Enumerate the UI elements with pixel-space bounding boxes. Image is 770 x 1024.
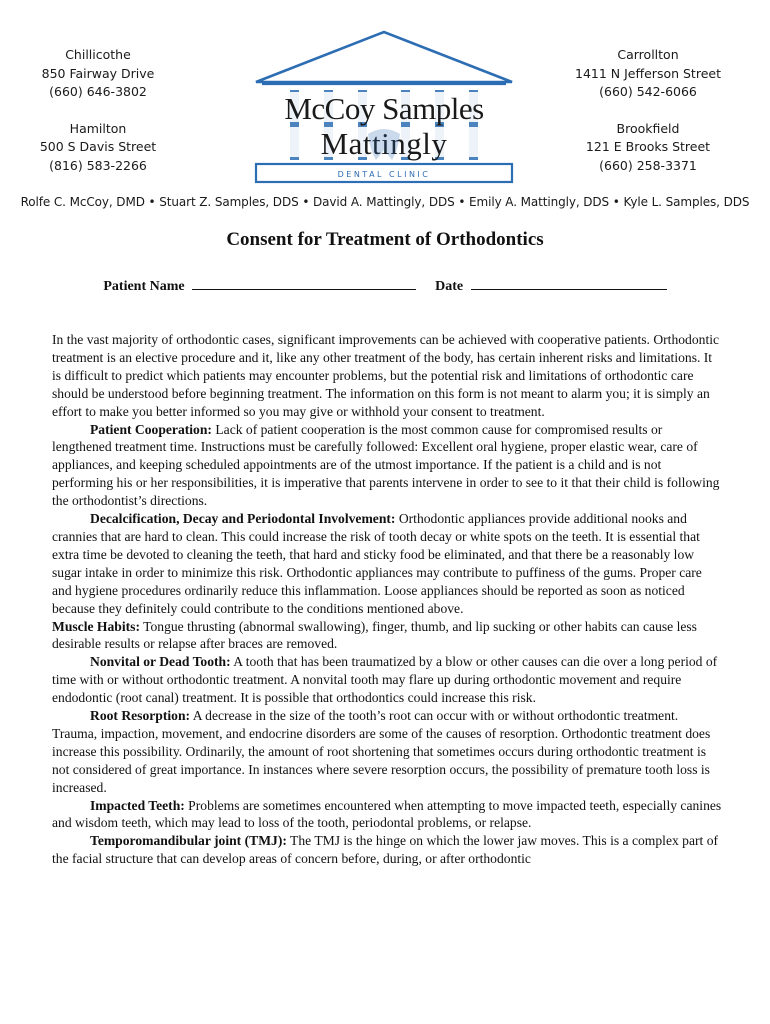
- section-nonvital-tooth: [52, 653, 724, 707]
- office-chillicothe: [0, 46, 198, 102]
- office-phone: (816) 583-2266: [49, 157, 147, 173]
- section-text: A decrease in the size of the tooth’s root can occur with or without orthodontic treatment. Trauma, impaction, movement, and endocrine disorders are some of the causes of resorption. Orthodontic treatment does increase this possibility. Ordinarily, the amount of root shortening that sometimes occurs during orthodontic treatment is not considered of great importance. In instances where severe resorption occurs, the possibility of premature tooth loss is increased.: [52, 708, 711, 795]
- section-decalcification: [52, 510, 724, 617]
- form-title: Consent for Treatment of Orthodontics: [226, 229, 544, 250]
- office-brookfield: [548, 120, 748, 176]
- patient-name-field[interactable]: [192, 275, 416, 290]
- section-patient-cooperation: [52, 421, 724, 511]
- patient-name-label: Patient Name: [103, 279, 185, 294]
- office-street: 1411 N Jefferson Street: [575, 65, 721, 81]
- section-text: Problems are sometimes encountered when attempting to move impacted teeth, especially canines and wisdom teeth, which may lead to loss of the tooth, periodontal problems, or relapse.: [52, 797, 722, 831]
- section-text: Lack of patient cooperation is the most common cause for compromised results or lengthened treatment time. Instructions must be carefully followed: Excellent oral hygiene, proper elastic wear, care of appliances, and keeping scheduled appointments are of the utmost importance. If the patient is a child and is not performing his or her responsibilities, it is imperative that parents intervene in order to see to it that their child is following the orthodontist’s directions.: [52, 421, 720, 509]
- section-heading: Root Resorption:: [90, 708, 191, 724]
- section-heading: Impacted Teeth:: [90, 797, 185, 813]
- office-hamilton: [0, 120, 198, 176]
- consent-body: [52, 331, 724, 868]
- section-text: Orthodontic appliances provide additional nooks and crannies that are hard to clean. This could increase the risk of tooth decay or white spots on the teeth. It is essential that extra time be devoted to cleaning the teeth, that hard and sticky food be eliminated, and that there be a reasonably low sugar intake in order to minimize this risk. Orthodontic appliances may contribute to puffiness of the gums. Proper care and hygiene procedures ordinarily reduce this inflammation. Loose appliances should be reported as soon as noticed because they definitely could contribute to the conditions mentioned above.: [52, 511, 702, 616]
- section-heading: Decalcification, Decay and Periodontal Involvement:: [90, 511, 396, 527]
- office-street: 121 E Brooks Street: [585, 139, 711, 154]
- office-phone: (660) 542-6066: [599, 84, 697, 99]
- patient-info-line: [0, 275, 770, 295]
- office-carrollton: [548, 46, 748, 102]
- section-impacted-teeth: [52, 797, 724, 833]
- section-muscle-habits: [52, 618, 724, 654]
- office-street: 500 S Davis Street: [39, 139, 157, 154]
- section-heading: Patient Cooperation:: [90, 421, 212, 437]
- right-offices: [548, 46, 748, 175]
- section-heading: Temporomandibular joint (TMJ):: [90, 833, 287, 849]
- office-phone: (660) 258-3371: [599, 157, 697, 173]
- logo-line2: Mattingly: [320, 126, 448, 161]
- section-text: Tongue thrusting (abnormal swallowing), finger, thumb, and lip sucking or other habits can cause less desirable results or relapse after braces are removed.: [52, 618, 697, 652]
- logo-line1: McCoy Samples: [284, 91, 484, 126]
- section-heading: Muscle Habits:: [52, 618, 140, 634]
- office-street: 850 Fairway Drive: [41, 65, 155, 81]
- doctors-list: Rolfe C. McCoy, DMD • Stuart Z. Samples, DDS • David A. Mattingly, DDS • Emily A. Mattingly, DDS • Kyle L. Samples, DDS: [20, 195, 750, 209]
- section-heading: Nonvital or Dead Tooth:: [90, 654, 231, 670]
- date-label: Date: [435, 279, 464, 294]
- logo-roof: [256, 32, 512, 82]
- office-city: Chillicothe: [65, 47, 131, 62]
- clinic-logo: [250, 26, 518, 188]
- section-text: The TMJ is the hinge on which the lower jaw moves. This is a complex part of the facial structure that can develop areas of concern before, during, or after orthodontic: [52, 833, 719, 867]
- section-text: A tooth that has been traumatized by a blow or other causes can die over a long period of time with or without orthodontic treatment. A nonvital tooth may flare up during orthodontic movement and require endodontic (root canal) treatment. It is possible that orthodontics could increase this risk.: [52, 654, 718, 706]
- office-city: Brookfield: [616, 120, 680, 136]
- section-tmj: [52, 832, 724, 868]
- section-root-resorption: [52, 707, 724, 797]
- intro-paragraph: In the vast majority of orthodontic cases, significant improvements can be achieved with cooperative patients. Orthodontic treatment is an elective procedure and it, like any other treatment of the body, has certain inherent risks and limitations. It is difficult to predict which patients may encounter problems, but the potential risk and limitations of orthodontic care should be understood before beginning treatment. The information on this form is not meant to alarm you; it is simply an effort to make you better informed so you may give or withhold your consent to treatment.: [52, 332, 720, 419]
- logo-tagline: DENTAL CLINIC: [337, 170, 431, 179]
- date-field[interactable]: [471, 275, 667, 290]
- left-offices: [0, 46, 198, 175]
- office-city: Carrollton: [617, 47, 679, 62]
- office-phone: (660) 646-3802: [49, 84, 147, 99]
- office-city: Hamilton: [69, 120, 127, 136]
